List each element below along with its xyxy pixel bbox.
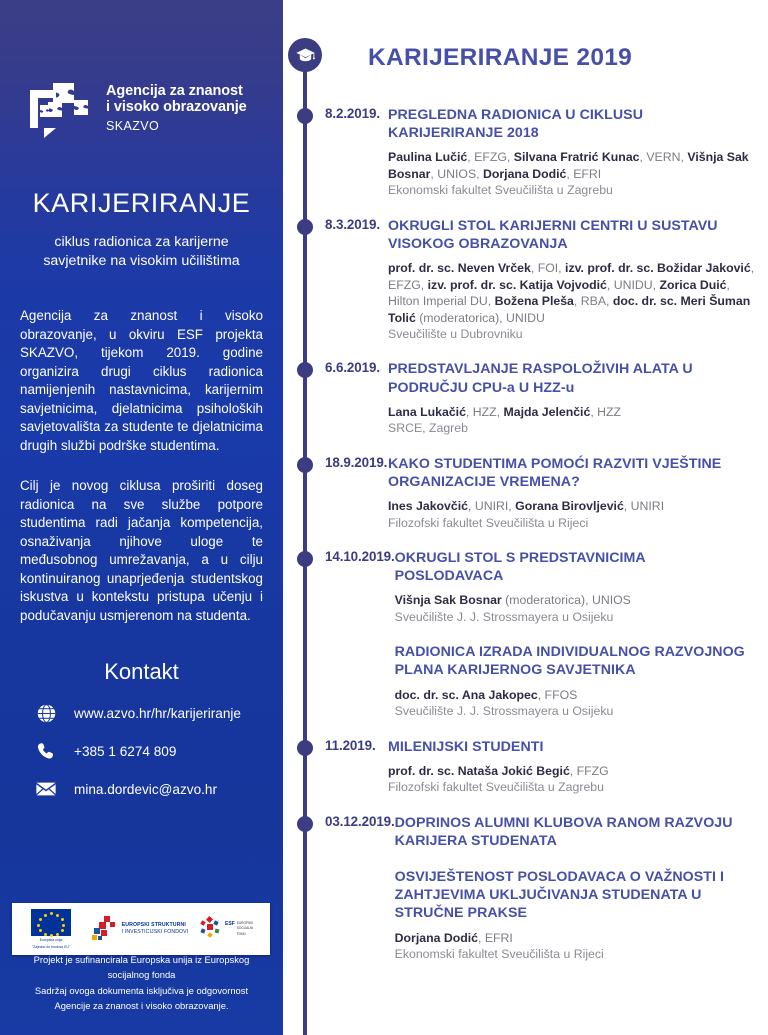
speaker-affiliation: , EFZG, xyxy=(467,150,514,165)
website-url: www.azvo.hr/hr/karijeriranje xyxy=(74,705,241,721)
event-heading: OSVIJEŠTENOST POSLODAVACA O VAŽNOSTI I ZAHTJEVIMA UKLJUČIVANJA STUDENATA U STRUČNE PRAKSE xyxy=(394,869,724,922)
speaker-name: Višnja Sak Bosnar xyxy=(394,593,502,608)
event-heading: OKRUGLI STOL S PREDSTAVNICIMA POSLODAVACA xyxy=(394,550,646,585)
timeline-title: KARIJERIRANJE 2019 xyxy=(368,44,633,71)
event-venue: Sveučilište J. J. Strossmayera u Osijeku xyxy=(394,609,614,624)
timeline-event xyxy=(283,360,768,436)
speaker-name: Dorjana Dodić xyxy=(483,166,567,181)
event-body xyxy=(388,455,768,531)
eu-flag-caption-line2: "Zajedno do fondova EU" xyxy=(31,944,71,949)
event-speakers xyxy=(395,592,756,608)
speaker-name: Paulina Lučić xyxy=(388,150,468,165)
eu-flag-block xyxy=(20,909,82,949)
disclaimer-line-1: Projekt je sufinancirala Europska unija iz Europskog socijalnog fonda xyxy=(33,954,250,981)
event-heading: OKRUGLI STOL KARIJERNI CENTRI U SUSTAVU VISOKOG OBRAZOVANJA xyxy=(388,217,718,252)
org-name-line2: i visoko obrazovanje xyxy=(106,99,247,115)
disclaimer-line-3: Agencije za znanost i visoko obrazovanje. xyxy=(54,999,229,1011)
timeline-event-row xyxy=(283,455,768,531)
speaker-affiliation: , HZZ xyxy=(590,404,622,419)
timeline-event-row xyxy=(283,217,768,343)
speaker-name: Božena Pleša xyxy=(494,294,574,309)
event-spacer xyxy=(283,796,768,814)
speaker-affiliation: , HZZ, xyxy=(465,404,504,419)
event-venue: Filozofski fakultet Sveučilišta u Rijeci xyxy=(388,515,589,530)
event-spacer xyxy=(283,720,768,738)
event-venue: Sveučilište u Dubrovniku xyxy=(388,326,523,341)
speaker-affiliation: , UNIRI, xyxy=(467,499,516,514)
contact-website[interactable] xyxy=(34,701,265,725)
event-speakers xyxy=(388,763,756,779)
timeline-panel xyxy=(283,0,768,1035)
event-body xyxy=(388,738,768,796)
timeline-event xyxy=(283,549,768,720)
event-venue: SRCE, Zagreb xyxy=(388,421,468,436)
esf-flower-icon xyxy=(198,917,222,941)
intro-paragraph-2: Cilj je novog ciklusa proširiti doseg radionica na sve službe potpore studentima radi jačanja kompetencija, osnaživanja njihove uloge te međusobnog umrežavanja, a u cilju kontinuiranog unaprjeđenja studentskog iskustva u kontekstu pristupa učenju i podučavanju usmjerenom na studenta. xyxy=(20,478,263,623)
funding-disclaimer xyxy=(0,952,283,1013)
event-venue: Filozofski fakultet Sveučilišta u Zagrebu xyxy=(388,780,604,795)
speaker-affiliation: , UNIDU, xyxy=(606,277,660,292)
event-date: 18.9.2019. xyxy=(325,454,388,470)
phone-number: +385 1 6274 809 xyxy=(74,743,177,759)
event-date: 14.10.2019. xyxy=(325,549,395,564)
event-heading: RADIONICA IZRADA INDIVIDUALNOG RAZVOJNOG PLANA KARIJERNOG SAVJETNIKA xyxy=(394,644,745,679)
event-speakers xyxy=(395,687,756,703)
event-body xyxy=(388,217,768,343)
speaker-affiliation: , RBA, xyxy=(573,294,613,309)
speaker-name: doc. dr. sc. Meri Šuman Tolić xyxy=(388,294,751,325)
timeline-event-row xyxy=(283,738,768,796)
event-spacer xyxy=(283,342,768,360)
event-speakers xyxy=(388,260,756,326)
azvo-puzzle-logo-icon xyxy=(22,72,94,144)
event-body xyxy=(395,814,768,963)
left-info-panel xyxy=(0,0,283,1035)
event-heading: MILENIJSKI STUDENTI xyxy=(388,738,544,755)
globe-icon xyxy=(34,701,58,725)
speaker-affiliation: , EFRI xyxy=(478,930,513,945)
event-heading: PREGLEDNA RADIONICA U CIKLUSU KARIJERIRANJE 2018 xyxy=(388,107,643,142)
speaker-affiliation: , VERN, xyxy=(639,150,688,165)
event-heading: DOPRINOS ALUMNI KLUBOVA RANOM RAZVOJU KARIJERA STUDENATA xyxy=(394,814,733,849)
event-date: 11.2019. xyxy=(325,737,376,753)
speaker-name: Ines Jakovčić xyxy=(388,499,468,514)
timeline-event-row xyxy=(283,814,768,963)
esf-logo xyxy=(198,917,262,941)
event-date: 03.12.2019. xyxy=(325,813,395,829)
speaker-affiliation: , FFOS xyxy=(537,687,578,702)
speaker-affiliation: , FOI, xyxy=(530,261,566,276)
esif-squares-icon xyxy=(92,916,118,942)
timeline-event-row xyxy=(283,360,768,436)
timeline-dot xyxy=(297,457,313,473)
speaker-affiliation: , FFZG xyxy=(569,763,609,778)
poster-subtitle: ciklus radionica za karijerne savjetnike na visokim učilištima xyxy=(43,234,240,270)
event-venue: Sveučilište J. J. Strossmayera u Osijeku xyxy=(394,704,614,719)
esif-line1: EUROPSKI STRUKTURNI xyxy=(121,921,186,928)
email-address: mina.dordevic@azvo.hr xyxy=(74,781,217,797)
contact-email[interactable] xyxy=(34,777,265,801)
speaker-name: Dorjana Dodić xyxy=(394,930,478,945)
intro-paragraph-1: Agencija za znanost i visoko obrazovanje, u okviru ESF projekta SKAZVO, tijekom 2019. godine organizira drugi ciklus radionica namijenjenih nastavnicima, karijernim savjetnicima, djelatnicima psiholoških savjetovališta za studente te djelatnicima drugih službi podrške studentima. xyxy=(20,308,263,453)
speaker-name: prof. dr. sc. Nataša Jokić Begić xyxy=(388,763,570,778)
timeline-event xyxy=(283,738,768,796)
event-heading: PREDSTAVLJANJE RASPOLOŽIVIH ALATA U PODRUČJU CPU-a U HZZ-u xyxy=(388,361,693,396)
event-date: 6.6.2019. xyxy=(325,360,380,376)
timeline-event xyxy=(283,217,768,343)
event-date: 8.2.2019. xyxy=(325,106,380,121)
event-venue: Ekonomski fakultet Sveučilišta u Rijeci xyxy=(394,947,604,961)
timeline-dot xyxy=(297,219,313,235)
speaker-name: izv. prof. dr. sc. Katija Vojvodić xyxy=(427,277,607,292)
contact-heading: Kontakt xyxy=(104,659,179,685)
timeline-event xyxy=(283,455,768,531)
timeline-event xyxy=(283,106,768,199)
event-date: 8.3.2019. xyxy=(325,216,380,232)
esf-acronym: ESF xyxy=(224,921,235,928)
eu-funding-logo-bar xyxy=(12,903,270,955)
timeline-events xyxy=(283,106,768,962)
speaker-name: Višnja Sak Bosnar xyxy=(388,150,749,181)
esif-text xyxy=(122,922,189,936)
event-body xyxy=(388,360,768,436)
speaker-name: izv. prof. dr. sc. Božidar Jaković xyxy=(565,261,751,276)
speaker-name: Lana Lukačić xyxy=(388,404,466,419)
event-spacer xyxy=(283,531,768,549)
esf-side-text xyxy=(225,921,253,936)
speaker-name: Majda Jelenčić xyxy=(503,404,591,419)
contact-list xyxy=(18,701,265,801)
event-speakers xyxy=(388,404,756,420)
speaker-name: Zorica Duić xyxy=(659,277,727,292)
eu-flag-caption-line1: Europska unija xyxy=(39,938,63,943)
speaker-affiliation: , Hilton Imperial DU, xyxy=(388,277,730,309)
org-name-line1: Agencija za znanost xyxy=(106,82,243,99)
event-body xyxy=(388,106,768,199)
speaker-affiliation: , UNIOS, xyxy=(430,166,483,181)
speaker-affiliation: (moderatorica), UNIDU xyxy=(415,310,545,325)
speaker-affiliation: , UNIRI xyxy=(623,499,665,514)
envelope-icon xyxy=(34,777,58,801)
event-speakers xyxy=(388,498,756,514)
speaker-name: doc. dr. sc. Ana Jakopec xyxy=(394,687,538,702)
speaker-affiliation: , EFRI xyxy=(566,166,602,181)
timeline-event-row xyxy=(283,549,768,720)
timeline-event xyxy=(283,814,768,963)
event-speakers xyxy=(388,149,756,182)
speaker-name: prof. dr. sc. Neven Vrček xyxy=(388,261,531,276)
esf-word3: FOND xyxy=(236,931,246,936)
timeline-dot xyxy=(297,551,313,567)
esif-logo xyxy=(92,916,189,942)
event-speakers xyxy=(395,930,756,946)
event-heading: KAKO STUDENTIMA POMOĆI RAZVITI VJEŠTINE ORGANIZACIJE VREMENA? xyxy=(388,455,722,490)
timeline-dot xyxy=(297,740,313,756)
disclaimer-line-2: Sadržaj ovoga dokumenta isključiva je odgovornost xyxy=(34,984,249,996)
speaker-affiliation: (moderatorica), UNIOS xyxy=(501,593,631,608)
esf-words xyxy=(237,921,253,936)
org-acronym: SKAZVO xyxy=(106,119,160,134)
eu-flag-icon xyxy=(31,909,71,936)
contact-phone[interactable] xyxy=(34,739,265,763)
speaker-name: Gorana Birovljević xyxy=(515,499,624,514)
esif-line2: I INVESTICIJSKI FONDOVI xyxy=(121,929,189,935)
event-body xyxy=(395,549,768,720)
speaker-name: Silvana Fratrić Kunac xyxy=(513,150,640,165)
phone-icon xyxy=(34,739,58,763)
timeline-dot xyxy=(297,816,313,832)
poster-title: KARIJERIRANJE xyxy=(32,188,251,218)
event-spacer xyxy=(283,437,768,455)
event-venue: Ekonomski fakultet Sveučilišta u Zagrebu xyxy=(388,183,613,198)
graduation-cap-icon xyxy=(288,38,322,72)
organization-logo-block xyxy=(18,0,265,144)
esf-word2: SOCIJALNI xyxy=(236,926,254,931)
timeline-dot xyxy=(297,108,313,124)
speaker-affiliation: , EFZG, xyxy=(388,261,755,292)
organization-name xyxy=(106,83,247,133)
event-spacer xyxy=(283,199,768,217)
timeline-event-row xyxy=(283,106,768,199)
esf-word1: EUROPSKI xyxy=(236,921,254,926)
